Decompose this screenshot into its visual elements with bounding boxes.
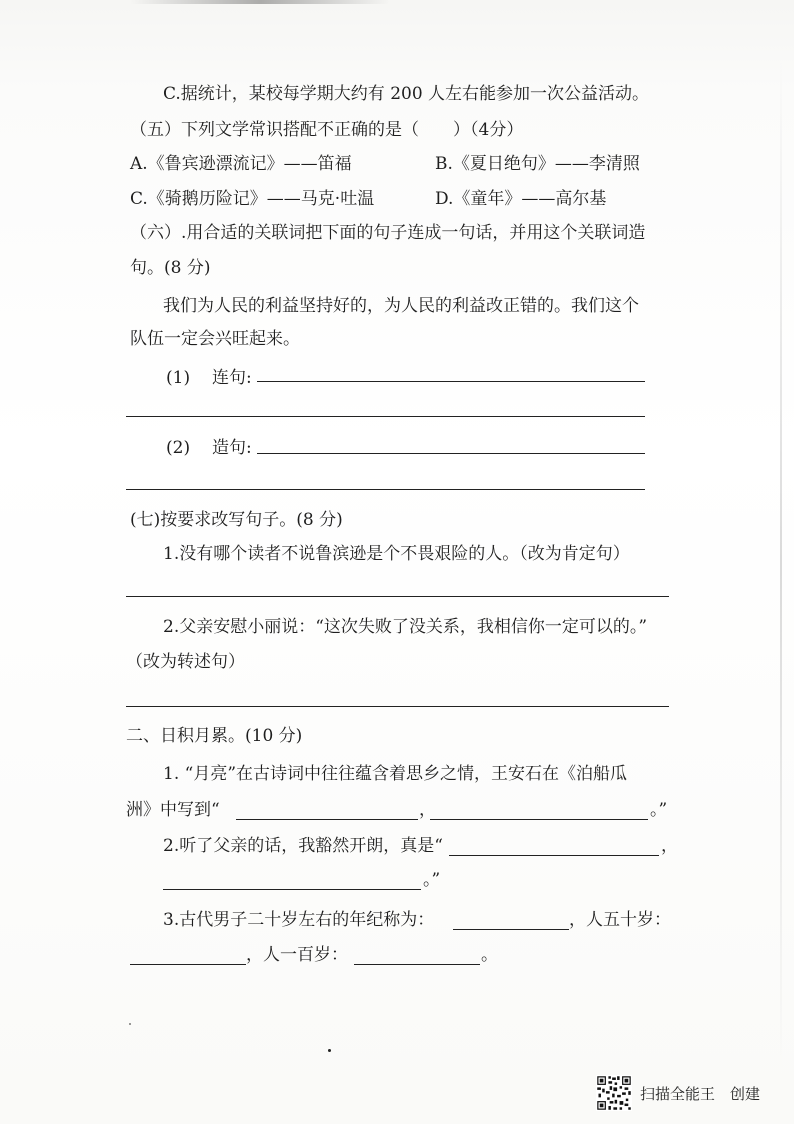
s2-item3-blank2[interactable] (130, 964, 246, 965)
q7-item1: 1.没有哪个读者不说鲁滨逊是个不畏艰险的人。（改为肯定句） (163, 544, 630, 564)
section2-title: 二、日积月累。(10 分) (126, 726, 303, 746)
s2-item3-end: 。 (481, 945, 498, 965)
scan-speck (328, 1049, 331, 1052)
s2-item2-end: 。” (423, 870, 441, 890)
s2-item3-blank3[interactable] (354, 964, 480, 965)
q6-part2-label: 造句: (212, 438, 252, 458)
scan-edge-shadow (130, 0, 390, 4)
s2-item1-blank2[interactable] (430, 819, 648, 820)
s2-item3-mid: ，人五十岁： (569, 910, 671, 930)
q4-option-c: C.据统计，某校每学期大约有 200 人左右能参加一次公益活动。 (163, 84, 650, 104)
s2-item1-end: 。” (650, 800, 668, 820)
s2-item2-blank1[interactable] (449, 855, 659, 856)
q6-sentence-line2: 队伍一定会兴旺起来。 (130, 329, 300, 349)
q6-part1-answer-line2[interactable] (126, 416, 645, 417)
q6-sentence-line1: 我们为人民的利益坚持好的，为人民的利益改正错的。我们这个 (163, 296, 639, 316)
watermark-text: 扫描全能王 创建 (640, 1084, 761, 1103)
s2-item1-blank1[interactable] (236, 819, 418, 820)
s2-item2-blank2[interactable] (163, 889, 421, 890)
q7-item2-answer-line[interactable] (126, 706, 669, 707)
s2-item1-comma: ， (419, 800, 436, 820)
q6-part1-answer-line[interactable] (257, 381, 645, 382)
s2-item2-prefix: 2.听了父亲的话，我豁然开朗，真是“ (163, 836, 443, 856)
q6-part1-number: (1) (166, 368, 191, 388)
q6-part2-number: (2) (166, 438, 191, 458)
q7-item1-answer-line[interactable] (126, 596, 669, 597)
q6-part2-answer-line[interactable] (257, 453, 645, 454)
q5-option-b: B.《夏日绝句》——李清照 (435, 154, 640, 174)
scan-speck (129, 1023, 131, 1025)
q7-item2: 2.父亲安慰小丽说：“这次失败了没关系，我相信你一定可以的。” (163, 617, 648, 637)
q6-title-line2: 句。(8 分) (130, 258, 211, 278)
q5-option-c: C.《骑鹅历险记》——马克·吐温 (130, 189, 375, 209)
q7-item2-instruction: （改为转述句） (126, 652, 245, 672)
s2-item3-mid2: ，人一百岁： (246, 945, 348, 965)
scan-right-edge (780, 60, 782, 1070)
scanner-watermark (596, 1075, 760, 1111)
s2-item2-comma: ， (661, 836, 678, 856)
q5-option-a: A.《鲁宾逊漂流记》——笛福 (130, 154, 352, 174)
s2-item3-blank1[interactable] (453, 929, 569, 930)
q6-part1-label: 连句: (212, 368, 252, 388)
q6-part2-answer-line2[interactable] (126, 489, 645, 490)
q5-option-d: D.《童年》——高尔基 (435, 189, 607, 209)
q7-title: (七)按要求改写句子。(8 分) (130, 510, 343, 530)
s2-item1-line1: 1. “月亮”在古诗词中往往蕴含着思乡之情，王安石在《泊船瓜 (163, 764, 628, 784)
s2-item1-prefix: 洲》中写到“ (126, 800, 220, 820)
s2-item3-prefix: 3.古代男子二十岁左右的年纪称为： (163, 910, 435, 930)
qr-code-icon (596, 1075, 632, 1111)
q5-title: （五）下列文学常识搭配不正确的是（ ）（4分） (130, 120, 524, 140)
q6-title-line1: （六）.用合适的关联词把下面的句子连成一句话，并用这个关联词造 (130, 223, 646, 243)
